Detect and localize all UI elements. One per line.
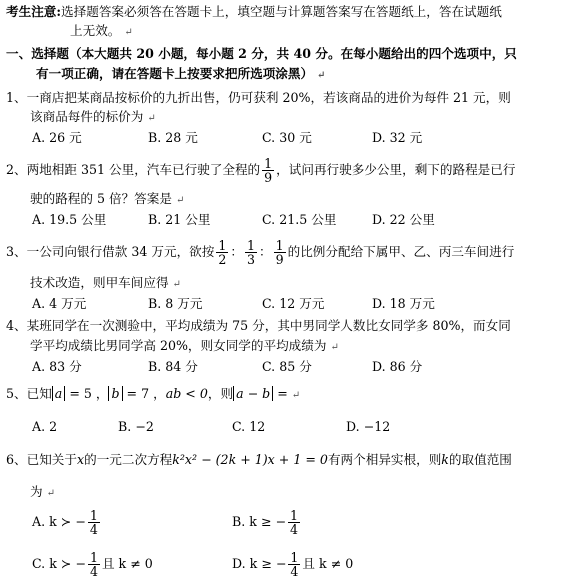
fraction-denominator: 4 bbox=[89, 522, 98, 537]
abs-a: a bbox=[52, 386, 66, 401]
q1-option-b[interactable]: B. 28 元 bbox=[148, 130, 198, 145]
q2-option-d[interactable]: D. 22 公里 bbox=[372, 212, 435, 227]
q6-option-d-cond: 且 k ≠ 0 bbox=[302, 556, 354, 571]
q5-option-a[interactable]: A. 2 bbox=[32, 419, 58, 434]
q3-option-c[interactable]: C. 12 万元 bbox=[262, 296, 325, 311]
q3-fraction-1 bbox=[216, 239, 228, 266]
fraction-denominator: 2 bbox=[218, 252, 227, 267]
q5-eq5: = 5 ， bbox=[65, 386, 109, 401]
q6-equation: k²x² − (2k + 1)x + 1 = 0 bbox=[172, 452, 328, 467]
q6-option-b-fraction bbox=[288, 509, 300, 536]
q1-option-d[interactable]: D. 32 元 bbox=[372, 130, 423, 145]
q5-eq7: = 7 ， bbox=[122, 386, 166, 401]
return-mark-icon: ↵ bbox=[175, 195, 185, 206]
q6-text-cont: 为 bbox=[30, 484, 43, 499]
q6-line1 bbox=[6, 452, 512, 468]
q3-line2 bbox=[30, 275, 181, 293]
return-mark-icon: ↵ bbox=[172, 279, 181, 290]
exam-notice-line1 bbox=[6, 4, 502, 20]
q6-option-b-text: B. k ≥ − bbox=[232, 514, 287, 529]
q1-line1 bbox=[6, 90, 511, 106]
fraction-denominator: 4 bbox=[89, 564, 98, 579]
q6-option-a[interactable] bbox=[32, 504, 102, 540]
q5-text: 5、已知 bbox=[6, 386, 52, 401]
q1-text-cont: 该商品每件的标价为 bbox=[30, 109, 144, 124]
fraction-numerator: 1 bbox=[264, 156, 273, 171]
section-heading-line2 bbox=[36, 66, 325, 84]
section-heading-line1 bbox=[6, 46, 517, 62]
section-heading: 一、选择题（本大题共 20 小题，每小题 2 分，共 40 分。在每小题给出的四个选项中，只 bbox=[6, 46, 517, 61]
fraction-numerator: 1 bbox=[89, 508, 98, 523]
q6-option-a-text: A. k ≻ − bbox=[32, 514, 86, 529]
abs-a-minus-b: a − b bbox=[233, 386, 273, 401]
q1-option-c[interactable]: C. 30 元 bbox=[262, 130, 312, 145]
q4-text: 4、某班同学在一次测验中，平均成绩为 75 分，其中男同学人数比女同学多 80%，而女同 bbox=[6, 318, 511, 333]
q6-option-c-cond: 且 k ≠ 0 bbox=[101, 556, 153, 571]
q5-option-d[interactable]: D. −12 bbox=[346, 419, 391, 434]
q4-option-a[interactable]: A. 83 分 bbox=[32, 359, 82, 374]
q6-option-d-fraction bbox=[288, 551, 300, 578]
q3-option-d[interactable]: D. 18 万元 bbox=[372, 296, 435, 311]
var-k: k bbox=[441, 452, 449, 467]
q6-text-post: 有两个相异实根，则 bbox=[327, 452, 442, 467]
var-x: x bbox=[76, 452, 85, 467]
q6-text-mid: 的一元二次方程 bbox=[84, 452, 173, 467]
section-heading-cont: 有一项正确，请在答题卡上按要求把所选项涂黑） bbox=[36, 66, 314, 81]
q1-text: 1、一商店把某商品按标价的九折出售，仍可获利 20%，若该商品的进价为每件 21 元，则 bbox=[6, 90, 511, 105]
notice-text: 选择题答案必须答在答题卡上，填空题与计算题答案写在答题纸上，答在试题纸 bbox=[61, 4, 502, 19]
q4-line1 bbox=[6, 318, 511, 334]
fraction-denominator: 3 bbox=[246, 252, 255, 267]
q2-option-a[interactable]: A. 19.5 公里 bbox=[32, 212, 107, 227]
return-mark-icon: ↵ bbox=[291, 390, 301, 401]
q2-text-post: ，试问再行驶多少公里，剩下的路程是已行 bbox=[276, 162, 516, 177]
q3-text-post: 的比例分配给下属甲、乙、丙三车间进行 bbox=[287, 244, 515, 259]
q1-option-a[interactable]: A. 26 元 bbox=[32, 130, 82, 145]
q2-text-cont: 驶的路程的 5 倍？答案是 bbox=[30, 191, 172, 206]
q5-option-c[interactable]: C. 12 bbox=[232, 419, 266, 434]
fraction-denominator: 4 bbox=[290, 564, 299, 579]
q2-text: 2、两地相距 351 公里，汽车已行驶了全程的 bbox=[6, 162, 261, 177]
return-mark-icon: ↵ bbox=[317, 70, 326, 81]
q3-fraction-2 bbox=[245, 239, 257, 266]
q4-option-b[interactable]: B. 84 分 bbox=[148, 359, 198, 374]
q6-text-tail: 的取值范围 bbox=[448, 452, 512, 467]
q2-option-c[interactable]: C. 21.5 公里 bbox=[262, 212, 337, 227]
exam-notice-line2 bbox=[70, 23, 133, 41]
q5-option-b[interactable]: B. −2 bbox=[118, 419, 154, 434]
fraction-numerator: 1 bbox=[218, 238, 227, 253]
q4-option-d[interactable]: D. 86 分 bbox=[372, 359, 423, 374]
fraction-denominator: 4 bbox=[290, 522, 299, 537]
q4-option-c[interactable]: C. 85 分 bbox=[262, 359, 312, 374]
ratio-colon: ： bbox=[230, 244, 243, 259]
q6-option-c-fraction bbox=[88, 551, 100, 578]
return-mark-icon: ↵ bbox=[124, 27, 133, 38]
fraction-denominator: 9 bbox=[275, 252, 284, 267]
q6-option-c-text: C. k ≻ − bbox=[32, 556, 86, 571]
q3-option-a[interactable]: A. 4 万元 bbox=[32, 296, 87, 311]
q5-text-post: = bbox=[273, 386, 288, 401]
return-mark-icon: ↵ bbox=[147, 113, 156, 124]
q6-text: 6、已知关于 bbox=[6, 452, 77, 467]
q6-line2 bbox=[30, 484, 55, 502]
q3-line1 bbox=[6, 234, 514, 270]
fraction-numerator: 1 bbox=[290, 550, 299, 565]
q2-line2 bbox=[30, 191, 184, 209]
q6-option-b[interactable] bbox=[232, 504, 302, 540]
fraction-numerator: 1 bbox=[290, 508, 299, 523]
ratio-colon: ： bbox=[258, 244, 272, 259]
q4-text-cont: 学平均成绩比男同学高 20%，则女同学的平均成绩为 bbox=[30, 338, 327, 353]
fraction-numerator: 1 bbox=[89, 550, 98, 565]
return-mark-icon: ↵ bbox=[46, 488, 55, 499]
notice-text-cont: 上无效。 bbox=[70, 23, 121, 38]
q6-option-c[interactable] bbox=[32, 546, 153, 582]
notice-label: 考生注意: bbox=[6, 4, 62, 19]
fraction-numerator: 1 bbox=[246, 238, 255, 253]
q5-line1 bbox=[6, 386, 300, 404]
q6-option-a-fraction bbox=[88, 509, 100, 536]
fraction-numerator: 1 bbox=[275, 238, 284, 253]
q3-text-cont: 技术改造，则甲车间应得 bbox=[30, 275, 169, 290]
q4-line2 bbox=[30, 338, 339, 356]
fraction-denominator: 9 bbox=[264, 170, 273, 185]
q2-option-b[interactable]: B. 21 公里 bbox=[148, 212, 211, 227]
q6-option-d[interactable] bbox=[232, 546, 353, 582]
q5-condition: ab < 0 bbox=[165, 386, 208, 401]
q3-text: 3、一公司向银行借款 34 万元，欲按 bbox=[6, 244, 215, 259]
q3-fraction-3 bbox=[274, 239, 286, 266]
q2-line1 bbox=[6, 152, 515, 188]
q2-fraction bbox=[262, 157, 274, 184]
abs-b: b bbox=[108, 386, 122, 401]
q3-option-b[interactable]: B. 8 万元 bbox=[148, 296, 203, 311]
q6-option-d-text: D. k ≥ − bbox=[232, 556, 287, 571]
return-mark-icon: ↵ bbox=[330, 342, 339, 353]
q1-line2 bbox=[30, 109, 156, 127]
q5-text-mid: ，则 bbox=[207, 386, 234, 401]
